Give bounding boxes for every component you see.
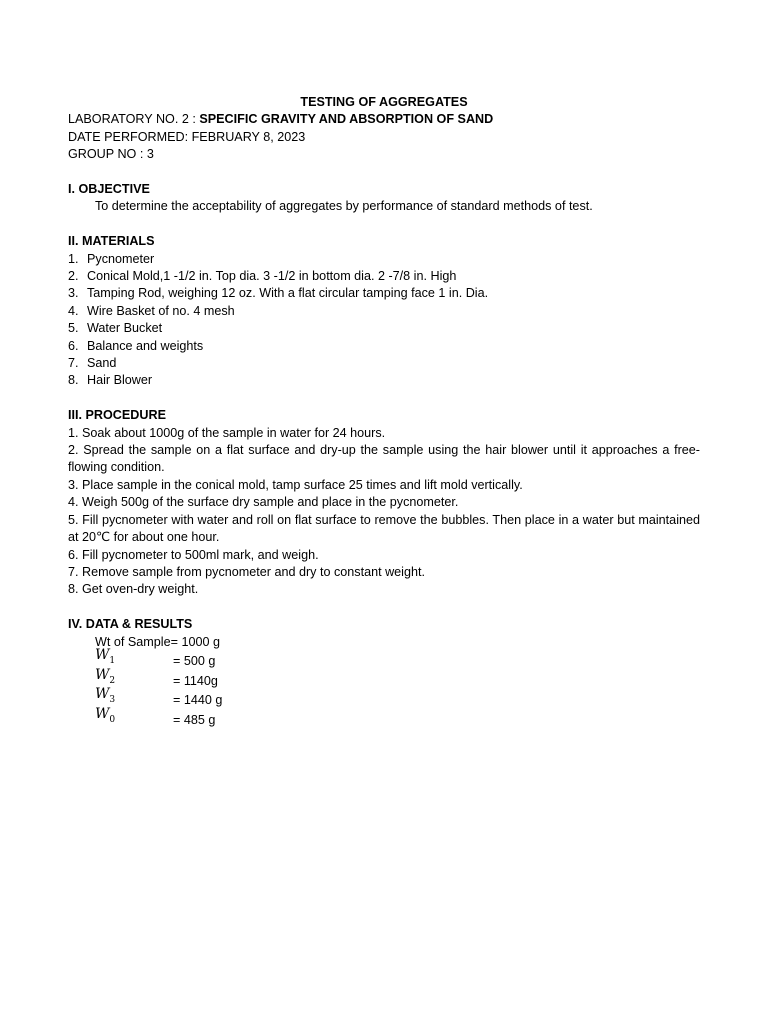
list-item-text: Sand bbox=[87, 356, 117, 371]
variable-subscript: 3 bbox=[109, 695, 116, 706]
sample-weight-label: Wt of Sample bbox=[95, 634, 171, 649]
variable-subscript: 1 bbox=[109, 656, 116, 667]
list-item-text: Conical Mold,1 -1/2 in. Top dia. 3 -1/2 in bottom dia. 2 -7/8 in. High bbox=[87, 269, 457, 284]
list-item-number: 2. bbox=[68, 269, 79, 284]
list-item-text: Pycnometer bbox=[87, 251, 155, 266]
variable-subscript: 2 bbox=[109, 675, 116, 686]
procedure-step: 6. Fill pycnometer to 500ml mark, and weigh. bbox=[68, 547, 319, 562]
variable-row bbox=[68, 705, 700, 729]
variable-value: = 500 g bbox=[173, 654, 216, 669]
procedure-steps bbox=[68, 425, 700, 599]
list-item-number: 7. bbox=[68, 356, 79, 371]
objective-text: To determine the acceptability of aggregates by performance of standard methods of test. bbox=[95, 199, 593, 214]
list-item bbox=[68, 285, 700, 302]
document-title: TESTING OF AGGREGATES bbox=[300, 95, 468, 109]
list-item-text: Tamping Rod, weighing 12 oz. With a flat circular tamping face 1 in. Dia. bbox=[87, 286, 489, 301]
sample-weight-value: = 1000 g bbox=[170, 634, 220, 649]
procedure-step: 4. Weigh 500g of the surface dry sample and place in the pycnometer. bbox=[68, 495, 459, 510]
procedure-step: 2. Spread the sample on a flat surface and dry-up the sample using the hair blower until it approaches a free-flowing condition. bbox=[68, 443, 700, 475]
list-item-text: Hair Blower bbox=[87, 373, 153, 388]
list-item-text: Water Bucket bbox=[87, 321, 163, 336]
list-item bbox=[68, 251, 700, 268]
list-item bbox=[68, 303, 700, 320]
laboratory-title: SPECIFIC GRAVITY AND ABSORPTION OF SAND bbox=[199, 112, 494, 127]
materials-list bbox=[68, 251, 700, 390]
procedure-step: 1. Soak about 1000g of the sample in water for 24 hours. bbox=[68, 425, 386, 440]
laboratory-line bbox=[68, 111, 700, 128]
list-item-text: Wire Basket of no. 4 mesh bbox=[87, 303, 235, 318]
variable-symbol: W bbox=[95, 666, 110, 683]
objective-heading: I. OBJECTIVE bbox=[68, 182, 150, 197]
list-item bbox=[68, 320, 700, 337]
list-item-number: 6. bbox=[68, 338, 79, 353]
list-item bbox=[68, 268, 700, 285]
variable-value: = 1140g bbox=[173, 673, 218, 688]
procedure-step: 8. Get oven-dry weight. bbox=[68, 582, 199, 597]
variable-value: = 1440 g bbox=[173, 693, 223, 708]
variable-symbol: W bbox=[95, 705, 110, 722]
list-item-number: 1. bbox=[68, 251, 79, 266]
variable-symbol: W bbox=[95, 686, 110, 703]
list-item bbox=[68, 372, 700, 389]
list-item bbox=[68, 355, 700, 372]
variable-value: = 485 g bbox=[173, 712, 216, 727]
procedure-step: 7. Remove sample from pycnometer and dry to constant weight. bbox=[68, 564, 425, 579]
list-item-number: 4. bbox=[68, 303, 79, 318]
procedure-step: 3. Place sample in the conical mold, tamp surface 25 times and lift mold vertically. bbox=[68, 477, 523, 492]
materials-heading: II. MATERIALS bbox=[68, 234, 155, 249]
document-body bbox=[68, 94, 700, 729]
group-number: GROUP NO : 3 bbox=[68, 147, 154, 162]
laboratory-prefix: LABORATORY NO. 2 : bbox=[68, 112, 200, 127]
data-results-heading: IV. DATA & RESULTS bbox=[68, 617, 193, 632]
list-item-number: 3. bbox=[68, 286, 79, 301]
list-item bbox=[68, 338, 700, 355]
list-item-number: 8. bbox=[68, 373, 79, 388]
list-item-text: Balance and weights bbox=[87, 338, 204, 353]
variable-name bbox=[95, 706, 173, 729]
procedure-step: 5. Fill pycnometer with water and roll on flat surface to remove the bubbles. Then place in a water but maintained at 20℃ for about one hour. bbox=[68, 512, 700, 545]
date-performed: DATE PERFORMED: FEBRUARY 8, 2023 bbox=[68, 129, 306, 144]
variable-symbol: W bbox=[95, 647, 110, 664]
variable-subscript: 0 bbox=[109, 714, 116, 725]
list-item-number: 5. bbox=[68, 321, 79, 336]
procedure-heading: III. PROCEDURE bbox=[68, 408, 166, 423]
